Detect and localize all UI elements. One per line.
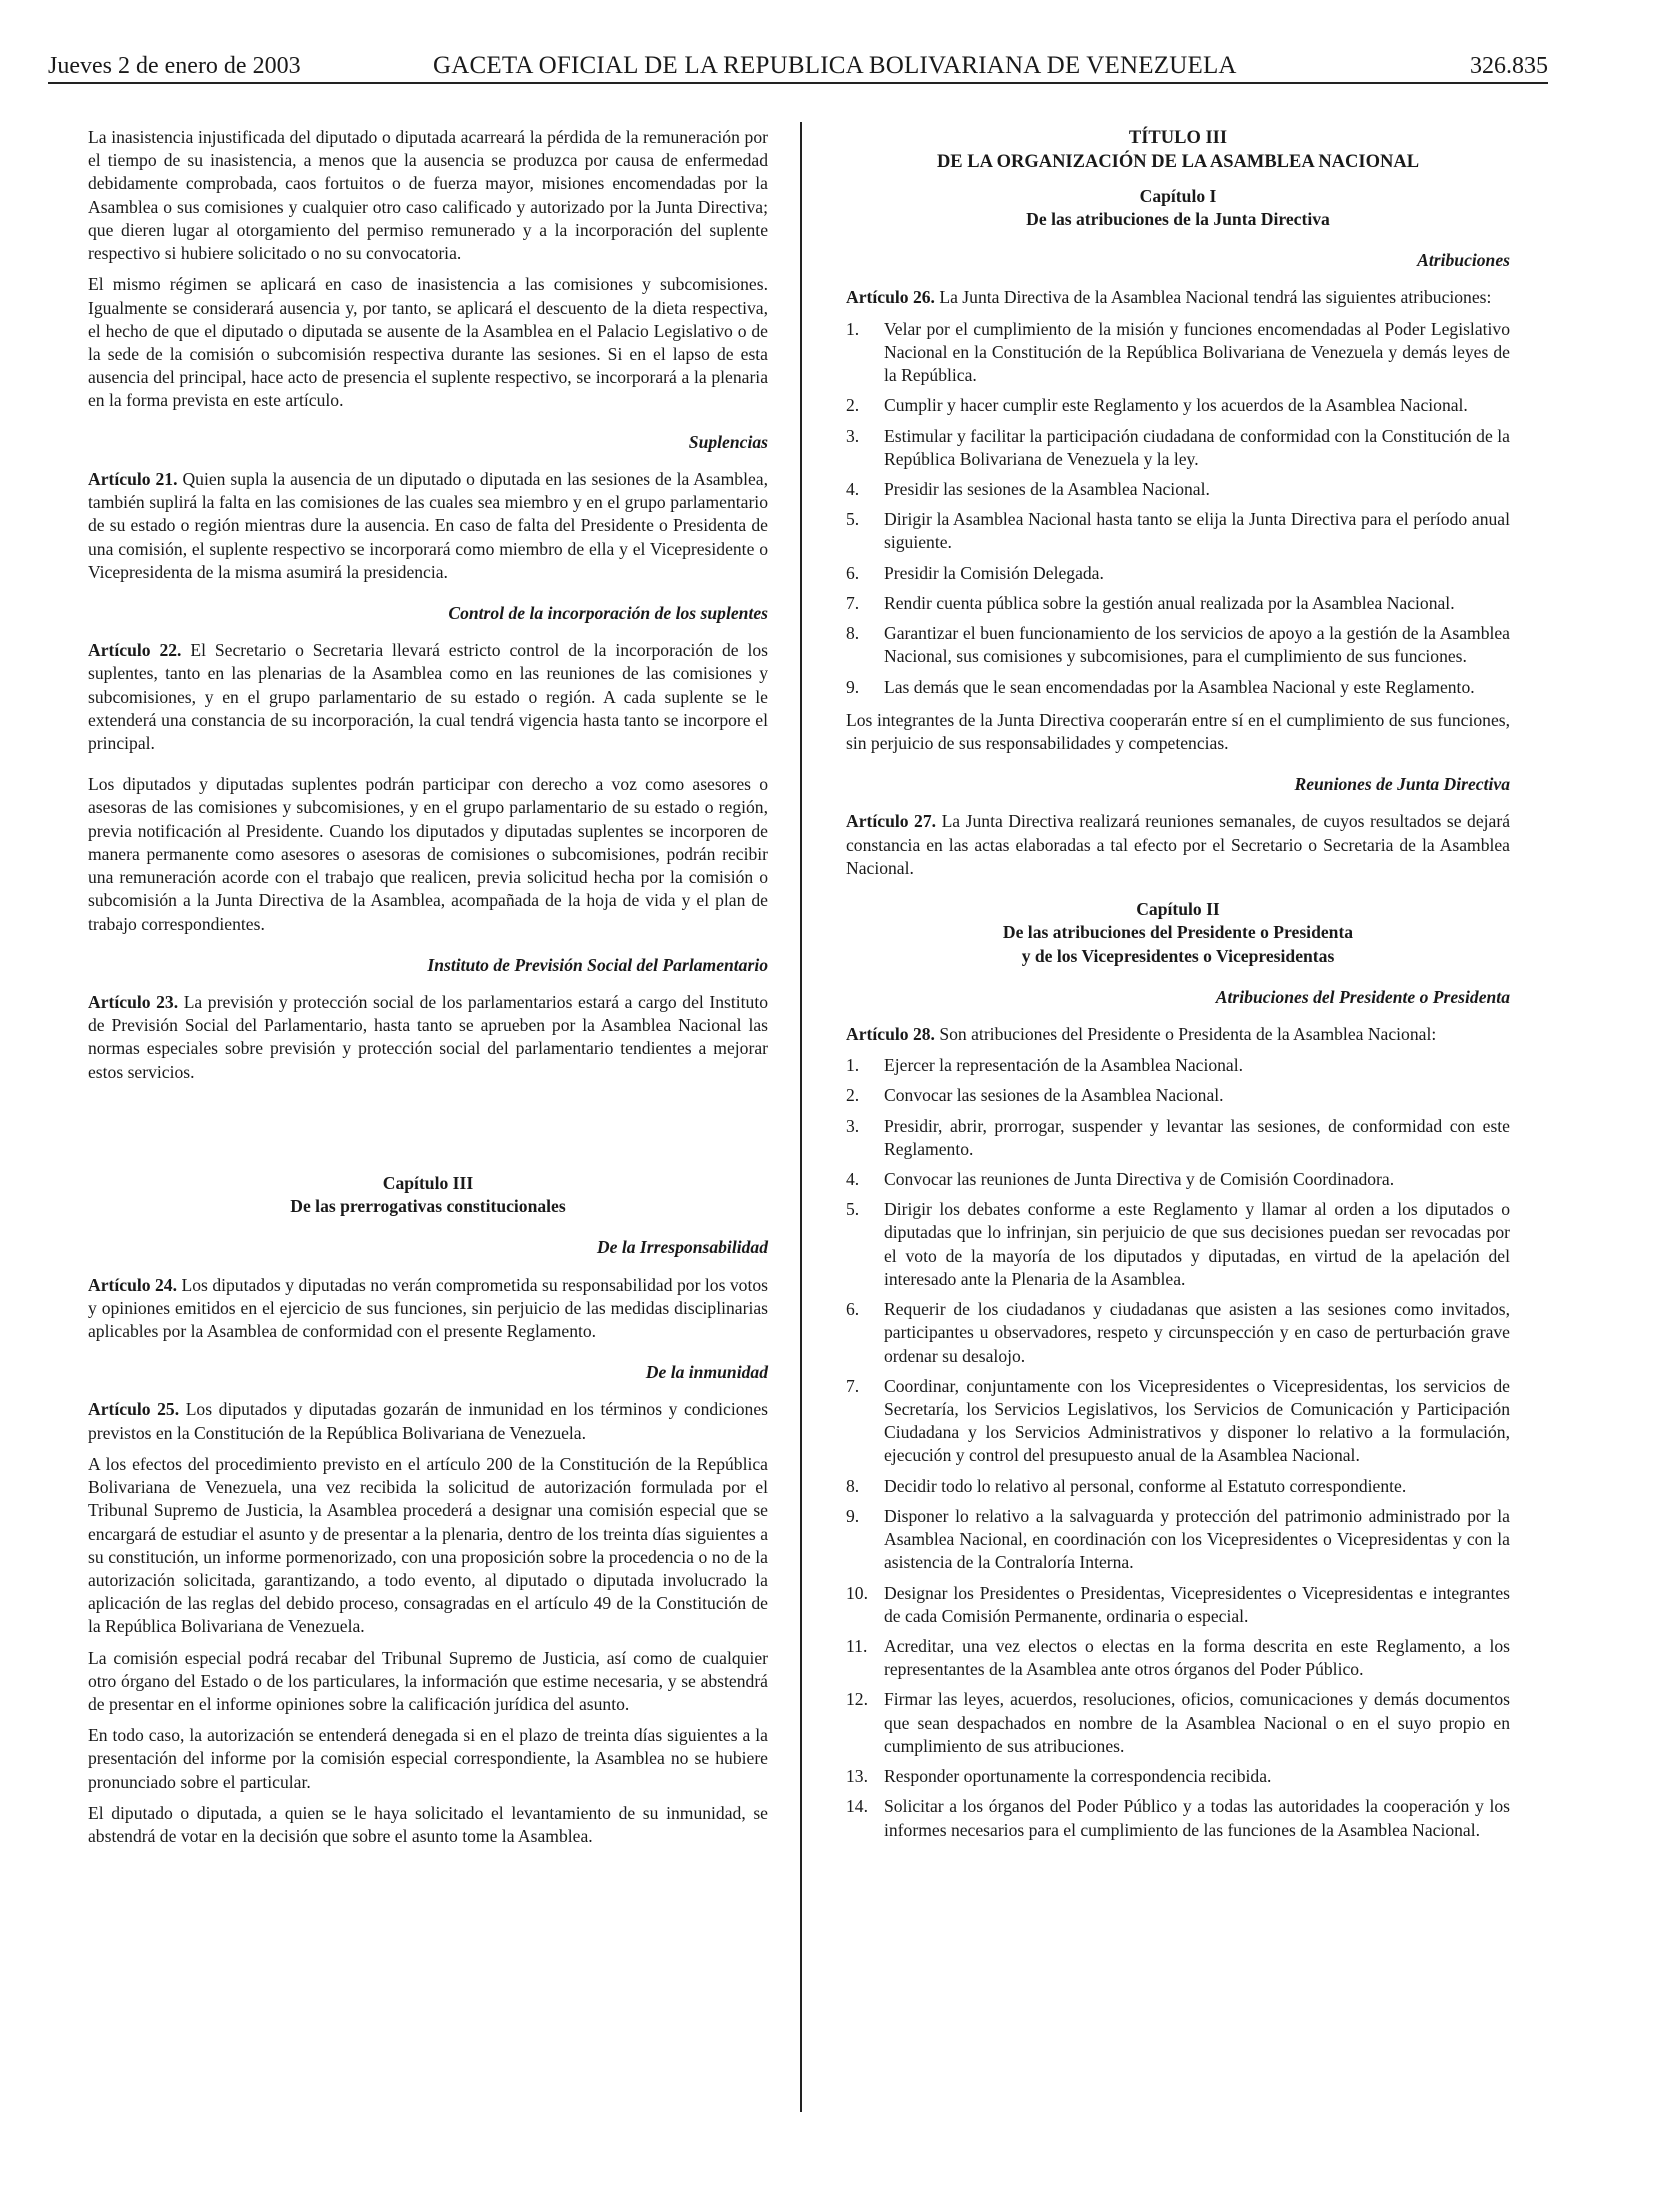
- list-item-text: Dirigir la Asamblea Nacional hasta tanto se elija la Junta Directiva para el período anual siguiente.: [884, 509, 1510, 553]
- list-item: [846, 676, 1510, 699]
- section-heading-atribuciones-presidente: Atribuciones del Presidente o Presidenta: [1215, 986, 1510, 1007]
- list-item-text: Estimular y facilitar la participación ciudadana de conformidad con la Constitución de la República Bolivariana de Venezuela y la ley.: [884, 425, 1510, 469]
- article-label: Artículo 23.: [88, 992, 179, 1012]
- title-name: DE LA ORGANIZACIÓN DE LA ASAMBLEA NACIONAL: [936, 152, 1420, 173]
- article-25: [88, 1398, 768, 1444]
- list-item-number: 9.: [846, 1505, 860, 1526]
- list-item-number: 3.: [846, 425, 860, 446]
- article-28: [846, 1023, 1510, 1046]
- list-item-text: Rendir cuenta pública sobre la gestión anual realizada por la Asamblea Nacional.: [884, 592, 1455, 613]
- list-item: [846, 1054, 1510, 1077]
- list-item-text: Presidir las sesiones de la Asamblea Nacional.: [884, 479, 1210, 499]
- section-heading-atribuciones: Atribuciones: [1417, 250, 1510, 271]
- article-label: Artículo 25.: [88, 1399, 180, 1420]
- list-item: [846, 478, 1510, 501]
- article-26: [846, 286, 1510, 309]
- chapter-number: Capítulo II: [1136, 899, 1220, 920]
- column-divider: [800, 122, 802, 2112]
- article-text: La Junta Directiva realizará reuniones semanales, de cuyos resultados se dejará constancia en las actas elaboradas a tal efecto por el Secretario o Secretaria de la Asamblea Nacional.: [846, 811, 1510, 878]
- article-26-list: [846, 318, 1510, 699]
- list-item-text: Decidir todo lo relativo al personal, conforme al Estatuto correspondiente.: [884, 1475, 1407, 1496]
- article-21: [88, 468, 768, 584]
- list-item: [846, 1765, 1510, 1788]
- list-item-number: 7.: [846, 592, 860, 613]
- chapter-number: Capítulo III: [382, 1172, 474, 1193]
- paragraph: Los diputados y diputadas suplentes podrán participar con derecho a voz como asesores o asesoras de las comisiones y subcomisiones, y en el grupo parlamentario de su estado o región, previa notificación al Presidente. Cuando los diputados y diputadas suplentes se incorporen de manera permanente como asesores o asesoras de comisiones o subcomisiones, podrán recibir una remuneración acorde con el trabajo que realicen, previa solicitud hecha por la comisión o subcomisión a la Junta Directiva de la Asamblea, acompañada de la hoja de vida y el plan de trabajo correspondientes.: [88, 774, 768, 934]
- chapter-number: Capítulo I: [1139, 185, 1217, 206]
- list-item: [846, 592, 1510, 615]
- list-item-number: 1.: [846, 318, 860, 339]
- list-item-text: Garantizar el buen funcionamiento de los servicios de apoyo a la gestión de la Asamblea Nacional, sus comisiones y subcomisiones, para el cumplimiento de sus funciones.: [884, 623, 1510, 667]
- list-item: [846, 562, 1510, 585]
- article-text: Los diputados y diputadas gozarán de inmunidad en los términos y condiciones previstos en la Constitución de la República Bolivariana de Venezuela.: [88, 1399, 769, 1443]
- paragraph: Los integrantes de la Junta Directiva cooperarán entre sí en el cumplimiento de sus funciones, sin perjuicio de sus responsabilidades y competencias.: [846, 709, 1510, 753]
- list-item-number: 2.: [846, 1085, 860, 1106]
- article-text: La previsión y protección social de los parlamentarios estará a cargo del Instituto de Previsión Social del Parlamentario, hasta tanto se aprueben por la Asamblea Nacional las normas especiales sobre previsión y protección social del parlamentario tendientes a mejorar estos servicios.: [88, 992, 768, 1082]
- list-item-number: 2.: [846, 395, 860, 416]
- article-22: [88, 639, 768, 755]
- list-item-text: Coordinar, conjuntamente con los Vicepresidentes o Vicepresidentas, los servicios de Secretaría, los Servicios Legislativos, los Servicios de Comunicación y Participación Ciudadana y los Servicios Administrativos y disponer lo relativo a la formulación, ejecución y control del presupuesto anual de la Asamblea Nacional.: [884, 1375, 1510, 1466]
- list-item: [846, 622, 1510, 668]
- list-item: [846, 508, 1510, 554]
- article-label: Artículo 28.: [846, 1023, 935, 1044]
- article-label: Artículo 21.: [88, 468, 178, 489]
- list-item: [846, 1168, 1510, 1191]
- list-item: [846, 1475, 1510, 1498]
- list-item-number: 8.: [846, 1475, 860, 1496]
- list-item: [846, 1505, 1510, 1575]
- article-label: Artículo 24.: [88, 1274, 177, 1295]
- chapter-title: De las atribuciones de la Junta Directiva: [1026, 209, 1330, 230]
- article-label: Artículo 26.: [846, 287, 935, 308]
- chapter-title: De las prerrogativas constitucionales: [290, 1196, 566, 1217]
- list-item-number: 3.: [846, 1115, 860, 1136]
- paragraph: En todo caso, la autorización se entenderá denegada si en el plazo de treinta días siguientes a la presentación del informe por la comisión especial correspondiente, la Asamblea no se hubiere pronunciado sobre el particular.: [88, 1725, 768, 1792]
- list-item: [846, 1582, 1510, 1628]
- article-text: Son atribuciones del Presidente o Presidenta de la Asamblea Nacional:: [939, 1023, 1437, 1044]
- section-heading-instituto: Instituto de Previsión Social del Parlamentario: [427, 954, 768, 975]
- list-item-number: 4.: [846, 479, 860, 499]
- list-item: [846, 1298, 1510, 1368]
- list-item-number: 5.: [846, 509, 860, 530]
- list-item-number: 4.: [846, 1169, 860, 1190]
- paragraph: A los efectos del procedimiento previsto en el artículo 200 de la Constitución de la República Bolivariana de Venezuela, una vez recibida la solicitud de autorización formulada por el Tribunal Supremo de Justicia, la Asamblea procederá a designar una comisión especial que se encargará de estudiar el asunto y de presentar a la plenaria, dentro de los treinta días siguientes a su constitución, un informe pormenorizado, con una proposición sobre la procedencia o no de la autorización solicitada, garantizando, a todo evento, al diputado o diputada involucrado la aplicación de las reglas del debido proceso, consagradas en el artículo 49 de la Constitución de la República Bolivariana de Venezuela.: [88, 1453, 768, 1637]
- list-item-text: Velar por el cumplimiento de la misión y funciones encomendadas al Poder Legislativo Nacional en la Constitución de la República Bolivariana de Venezuela y demás leyes de la República.: [884, 318, 1510, 386]
- list-item-number: 13.: [846, 1766, 868, 1787]
- article-label: Artículo 27.: [846, 811, 937, 832]
- list-item-text: Presidir, abrir, prorrogar, suspender y levantar las sesiones, de conformidad con este Reglamento.: [884, 1115, 1510, 1159]
- list-item: [846, 1084, 1510, 1107]
- section-heading-inmunidad: De la inmunidad: [645, 1362, 768, 1383]
- list-item: [846, 1635, 1510, 1681]
- list-item-text: Dirigir los debates conforme a este Reglamento y llamar al orden a los diputados o diputadas que lo infrinjan, sin perjuicio de que sus decisiones puedan ser revocadas por el voto de la mayoría de los diputados y diputadas, en virtud de la apelación del interesado ante la Plenaria de la Asamblea.: [884, 1199, 1510, 1289]
- list-item-number: 8.: [846, 623, 860, 644]
- paragraph: El mismo régimen se aplicará en caso de inasistencia a las comisiones y subcomisiones. Igualmente se considerará ausencia y, por tanto, se aplicará el descuento de la dieta respectiva, el hecho de que el diputado o diputada se ausente de la Asamblea en el Palacio Legislativo o de la sede de la comisión o subcomisión respectiva durante las sesiones. Si en el lapso de esta ausencia del principal, hace acto de presencia el suplente respectivo, se incorporará a la plenaria en la forma prevista en este artículo.: [88, 274, 768, 411]
- section-heading-irresponsabilidad: De la Irresponsabilidad: [596, 1237, 768, 1258]
- list-item: [846, 1688, 1510, 1758]
- list-item-number: 11.: [846, 1635, 868, 1656]
- list-item-number: 14.: [846, 1796, 868, 1817]
- article-28-list: [846, 1054, 1510, 1842]
- list-item: [846, 1375, 1510, 1468]
- list-item-text: Firmar las leyes, acuerdos, resoluciones, oficios, comunicaciones y demás documentos que sean despachados en nombre de la Asamblea Nacional o en el suyo propio en cumplimiento de sus atribuciones.: [884, 1689, 1510, 1756]
- article-24: [88, 1274, 768, 1344]
- article-27: [846, 810, 1510, 880]
- list-item-text: Convocar las reuniones de Junta Directiva y de Comisión Coordinadora.: [884, 1169, 1395, 1190]
- list-item-number: 12.: [846, 1689, 868, 1710]
- list-item-text: Convocar las sesiones de la Asamblea Nacional.: [884, 1085, 1224, 1106]
- section-heading-suplencias: Suplencias: [688, 431, 768, 452]
- article-label: Artículo 22.: [88, 640, 182, 661]
- list-item-number: 9.: [846, 676, 860, 697]
- list-item: [846, 1115, 1510, 1161]
- page-header: [48, 48, 1548, 84]
- list-item-text: Presidir la Comisión Delegada.: [884, 562, 1104, 583]
- article-text: La Junta Directiva de la Asamblea Nacional tendrá las siguientes atribuciones:: [939, 287, 1492, 308]
- list-item-number: 7.: [846, 1375, 860, 1396]
- article-text: El Secretario o Secretaria llevará estricto control de la incorporación de los suplentes, tanto en las plenarias de la Asamblea como en las reuniones de las comisiones y subcomisiones, y en el grupo parlamentario de su estado o región. A cada suplente se le extenderá una constancia de su incorporación, la cual tendrá vigencia hasta tanto se incorpore el principal.: [88, 640, 768, 754]
- gazette-title: GACETA OFICIAL DE LA REPUBLICA BOLIVARIANA DE VENEZUELA: [433, 52, 1237, 79]
- list-item: [846, 1198, 1510, 1291]
- list-item-number: 1.: [846, 1055, 860, 1076]
- list-item-text: Las demás que le sean encomendadas por la Asamblea Nacional y este Reglamento.: [884, 676, 1475, 697]
- article-text: Quien supla la ausencia de un diputado o diputada en las sesiones de la Asamblea, también suplirá la falta en las comisiones de las cuales sea miembro y en el grupo parlamentario de su estado o región mientras dure la ausencia. En caso de falta del Presidente o Presidenta de una comisión, el suplente respectivo se incorporará como miembro de ella y el Vicepresidente o Vicepresidenta de la misma asumirá la presidencia.: [88, 468, 769, 582]
- article-23: [88, 991, 768, 1084]
- list-item-text: Solicitar a los órganos del Poder Público y a todas las autoridades la cooperación y los informes necesarios para el cumplimiento de las funciones de la Asamblea Nacional.: [884, 1796, 1510, 1840]
- header-date: Jueves 2 de enero de 2003: [48, 53, 301, 79]
- list-item: [846, 425, 1510, 471]
- list-item-number: 10.: [846, 1582, 868, 1603]
- article-text: Los diputados y diputadas no verán comprometida su responsabilidad por los votos y opiniones emitidos en el ejercicio de sus funciones, sin perjuicio de las medidas disciplinarias aplicables por la Asamblea de conformidad con el presente Reglamento.: [88, 1274, 768, 1341]
- section-heading-control: Control de la incorporación de los suplentes: [448, 602, 768, 623]
- list-item: [846, 394, 1510, 417]
- list-item-text: Cumplir y hacer cumplir este Reglamento y los acuerdos de la Asamblea Nacional.: [884, 395, 1468, 416]
- list-item-text: Acreditar, una vez electos o electas en la forma descrita en este Reglamento, a los representantes de la Asamblea ante otros órganos del Poder Público.: [884, 1635, 1510, 1680]
- chapter-title-line-2: y de los Vicepresidentes o Vicepresidentas: [1021, 945, 1335, 966]
- list-item: [846, 1795, 1510, 1841]
- page-number: 326.835: [1470, 53, 1548, 79]
- list-item-text: Disponer lo relativo a la salvaguarda y protección del patrimonio administrado por la Asamblea Nacional, en coordinación con los Vicepresidentes o Vicepresidentas y con la asistencia de la Contraloría Interna.: [884, 1505, 1510, 1573]
- list-item-text: Designar los Presidentes o Presidentas, Vicepresidentes o Vicepresidentas e integrantes de cada Comisión Permanente, ordinaria o especial.: [884, 1582, 1510, 1626]
- paragraph: La comisión especial podrá recabar del Tribunal Supremo de Justicia, así como de cualquier otro órgano del Estado o de los particulares, la información que estime necesaria, y se abstendrá de presentar en el informe opiniones sobre la calificación jurídica del asunto.: [88, 1647, 768, 1715]
- chapter-title-line-1: De las atribuciones del Presidente o Presidenta: [1002, 922, 1354, 943]
- title-number: TÍTULO III: [1128, 128, 1228, 148]
- list-item-number: 6.: [846, 1299, 860, 1320]
- paragraph: El diputado o diputada, a quien se le haya solicitado el levantamiento de su inmunidad, se abstendrá de votar en la decisión que sobre el asunto tome la Asamblea.: [88, 1802, 768, 1847]
- list-item-number: 6.: [846, 562, 860, 583]
- left-column: [88, 126, 768, 1856]
- list-item-text: Ejercer la representación de la Asamblea Nacional.: [884, 1055, 1244, 1076]
- list-item-text: Responder oportunamente la correspondencia recibida.: [884, 1766, 1272, 1787]
- section-heading-reuniones: Reuniones de Junta Directiva: [1294, 774, 1510, 795]
- paragraph: La inasistencia injustificada del diputado o diputada acarreará la pérdida de la remuneración por el tiempo de su inasistencia, a menos que la ausencia se produzca por causa de enfermedad debidamente comprobada, caos fortuitos o de fuerza mayor, misiones encomendadas por la Asamblea o sus comisiones y cualquier otro caso calificado y autorizado por la Junta Directiva; que dieren lugar al otorgamiento del permiso remunerado y a la incorporación del suplente respectivo si hubiere solicitado o no su convocatoria.: [88, 127, 768, 264]
- list-item: [846, 318, 1510, 388]
- list-item-number: 5.: [846, 1199, 860, 1220]
- list-item-text: Requerir de los ciudadanos y ciudadanas que asisten a las sesiones como invitados, participantes u observadores, respeto y circunspección y en caso de perturbación grave ordenar su desalojo.: [884, 1299, 1510, 1366]
- right-column: [846, 126, 1510, 1852]
